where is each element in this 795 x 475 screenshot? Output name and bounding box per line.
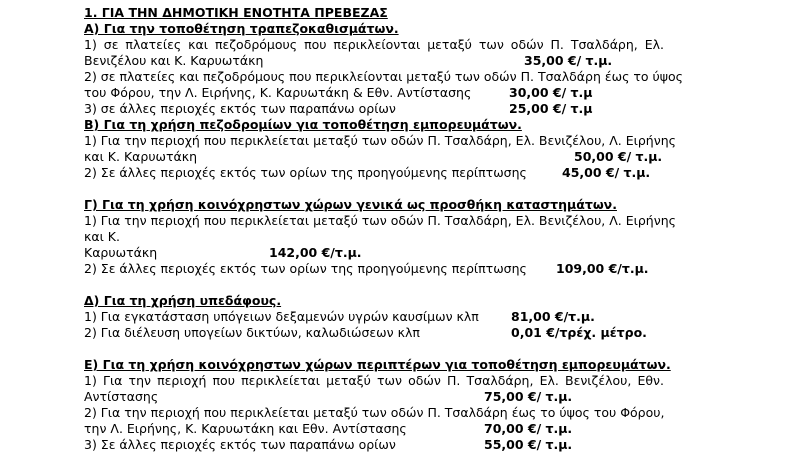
section-a-item-3-price: 25,00 €/ τ.μ: [509, 101, 593, 116]
section-e-item-2-price: 70,00 €/ τ.μ.: [484, 421, 573, 436]
section-d-item-2-text: 2) Για διέλευση υπογείων δικτύων, καλωδιώσεων κλπ: [84, 325, 420, 340]
section-a-item-2-line-1: 2) σε πλατείες και πεζοδρόμους που περικλείονται μεταξύ των οδών Π. Τσαλδάρη έως το ύψος: [84, 69, 684, 84]
spacer: [84, 277, 664, 293]
section-b-item-1-price: 50,00 €/ τ.μ.: [574, 149, 663, 164]
section-a-heading: Α) Για την τοποθέτηση τραπεζοκαθισμάτων.: [84, 21, 399, 36]
section-a-item-3-text: 3) σε άλλες περιοχές εκτός των παραπάνω ορίων: [84, 101, 396, 116]
section-a-item-1-line-1: 1) σε πλατείες και πεζοδρόμους που περικλείονται μεταξύ των οδών Π. Τσαλδάρη, Ελ.: [84, 37, 664, 52]
section-b-item-1-line-2: [84, 149, 664, 165]
section-a-item-1-line-2: [84, 53, 664, 69]
spacer: [84, 341, 664, 357]
section-b-item-2: [84, 165, 664, 181]
section-b-heading: Β) Για τη χρήση πεζοδρομίων για τοποθέτηση εμπορευμάτων.: [84, 117, 522, 132]
section-e-item-3: [84, 437, 664, 453]
section-e-item-1-price: 75,00 €/ τ.μ.: [484, 389, 573, 404]
section-d-heading: Δ) Για τη χρήση υπεδάφους.: [84, 293, 282, 308]
document-title: 1. ΓΙΑ ΤΗΝ ΔΗΜΟΤΙΚΗ ΕΝΟΤΗΤΑ ΠΡΕΒΕΖΑΣ: [84, 5, 388, 20]
section-e-heading: Ε) Για τη χρήση κοινόχρηστων χώρων περιπτέρων για τοποθέτηση εμπορευμάτων.: [84, 357, 671, 372]
section-c-item-1-text: Καρυωτάκη: [84, 245, 158, 260]
section-a-item-2-price: 30,00 €/ τ.μ: [509, 85, 593, 100]
section-c-heading: Γ) Για τη χρήση κοινόχρηστων χώρων γενικά ως προσθήκη καταστημάτων.: [84, 197, 617, 212]
section-d-item-1-price: 81,00 €/τ.μ.: [511, 309, 595, 324]
section-d-item-2-price: 0,01 €/τρέχ. μέτρο.: [511, 325, 647, 340]
section-c-item-1-line-2: και Κ.: [84, 229, 120, 244]
section-c-item-1-line-1: 1) Για την περιοχή που περικλείεται μεταξύ των οδών Π. Τσαλδάρη, Ελ. Βενιζέλου, Λ. Ειρήνης: [84, 213, 676, 228]
section-e-item-2-line-1: 2) Για την περιοχή που περικλείεται μεταξύ των οδών Π. Τσαλδάρη έως το ύψος του Φόρου,: [84, 405, 665, 420]
section-b-item-1-line-1: 1) Για την περιοχή που περικλείεται μεταξύ των οδών Π. Τσαλδάρη, Ελ. Βενιζέλου, Λ. Ειρήνης: [84, 133, 676, 148]
section-c-item-1-line-3: [84, 245, 664, 261]
section-c-item-2: [84, 261, 664, 277]
section-a-item-1-price: 35,00 €/ τ.μ.: [524, 53, 613, 68]
section-a-item-2-text: του Φόρου, την Λ. Ειρήνης, Κ. Καρυωτάκη & Εθν. Αντίστασης: [84, 85, 472, 100]
section-b-item-1-text: και Κ. Καρυωτάκη: [84, 149, 198, 164]
section-d-item-1-text: 1) Για εγκατάσταση υπόγειων δεξαμενών υγρών καυσίμων κλπ: [84, 309, 479, 324]
section-c-item-2-text: 2) Σε άλλες περιοχές εκτός των ορίων της προηγούμενης περίπτωσης: [84, 261, 527, 276]
section-b-item-2-text: 2) Σε άλλες περιοχές εκτός των ορίων της προηγούμενης περίπτωσης: [84, 165, 527, 180]
section-e-item-1-text: Αντίστασης: [84, 389, 159, 404]
section-d-item-1: [84, 309, 664, 325]
section-e-item-1-line-1: 1) Για την περιοχή που περικλείεται μεταξύ των οδών Π. Τσαλδάρη, Ελ. Βενιζέλου, Εθν.: [84, 373, 664, 388]
section-e-item-2-text: την Λ. Ειρήνης, Κ. Καρυωτάκη και Εθν. Αντίστασης: [84, 421, 407, 436]
section-e-item-2-line-2: [84, 421, 664, 437]
section-d-item-2: [84, 325, 664, 341]
section-c-item-2-price: 109,00 €/τ.μ.: [556, 261, 649, 276]
section-a-item-1-text: Βενιζέλου και Κ. Καρυωτάκη: [84, 53, 264, 68]
section-a-item-3: [84, 101, 664, 117]
section-e-item-3-text: 3) Σε άλλες περιοχές εκτός των παραπάνω ορίων: [84, 437, 396, 452]
section-e-item-3-price: 55,00 €/ τ.μ.: [484, 437, 573, 452]
section-a-item-2-line-2: [84, 85, 664, 101]
section-b-item-2-price: 45,00 €/ τ.μ.: [562, 165, 651, 180]
spacer: [84, 181, 664, 197]
section-c-item-1-price: 142,00 €/τ.μ.: [269, 245, 362, 260]
section-e-item-1-line-2: [84, 389, 664, 405]
document-page: [84, 5, 684, 453]
